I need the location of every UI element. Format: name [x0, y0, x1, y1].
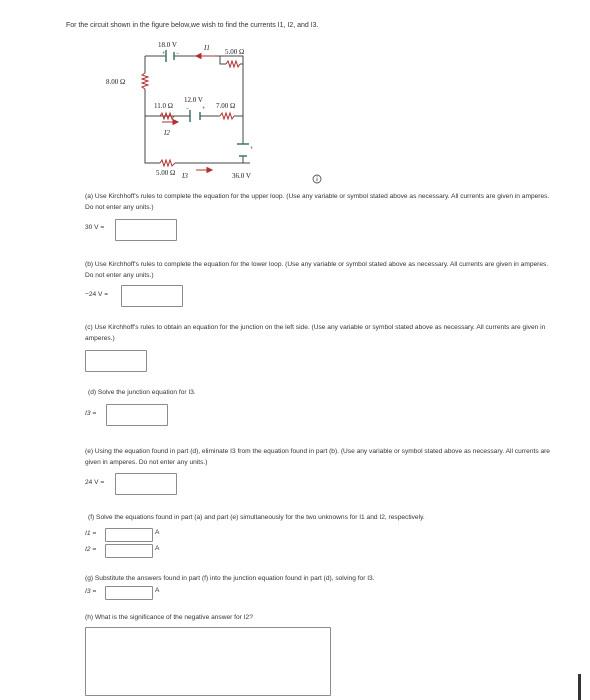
- battery-36v: [237, 144, 249, 156]
- resistor-5-top: [226, 61, 240, 67]
- part-b-input[interactable]: [121, 285, 183, 307]
- part-e-input[interactable]: [115, 473, 177, 495]
- part-f-i1-prefix: I1 =: [85, 530, 97, 537]
- part-g-text: (g) Substitute the answers found in part (f) into the junction equation found in part (d), solving for I3.: [85, 575, 375, 582]
- part-e-prefix: 24 V =: [85, 479, 105, 486]
- part-f-i1-input[interactable]: [105, 528, 153, 542]
- label-18v: 18.0 V: [158, 41, 177, 49]
- part-c-text: (c) Use Kirchhoff's rules to obtain an equation for the junction on the left side. (Use any variable or symbol stated above as necessary. All currents are given in amperes.): [85, 324, 546, 342]
- label-12v: 12.0 V: [184, 96, 203, 104]
- part-d-prefix: I3 =: [85, 410, 97, 417]
- label-i1: I1: [204, 44, 210, 52]
- resistor-5-bottom: [160, 160, 175, 166]
- label-r7: 7.00 Ω: [216, 102, 236, 110]
- label-r5-top: 5.00 Ω: [225, 48, 245, 56]
- label-36v: 36.0 V: [232, 172, 251, 180]
- part-d-input[interactable]: [106, 404, 168, 426]
- part-e-text: (e) Using the equation found in part (d), eliminate I3 from the equation found in part (b). (Use any variable or symbol stated above as necessary. All currents are given in amperes. Do not enter any units.): [85, 448, 550, 466]
- label-plus-36: +: [250, 146, 254, 152]
- label-i2: I2: [164, 129, 170, 137]
- part-d-text: (d) Solve the junction equation for I3.: [88, 389, 196, 396]
- part-a-text: (a) Use Kirchhoff's rules to complete the equation for the upper loop. (Use any variable or symbol stated above as necessary. All currents are given in amperes. Do not enter any units.): [85, 193, 550, 211]
- part-g-prefix: I3 =: [85, 588, 97, 595]
- part-h-text: (h) What is the significance of the negative answer for I2?: [85, 614, 253, 621]
- label-r5-bottom: 5.00 Ω: [156, 169, 176, 177]
- part-a-input[interactable]: [115, 219, 177, 241]
- part-f-i2-input[interactable]: [105, 544, 153, 558]
- part-f-i2-prefix: I2 =: [85, 546, 97, 553]
- part-c-input[interactable]: [85, 350, 147, 372]
- part-b-prefix: −24 V =: [85, 291, 109, 298]
- current-arrow-i2: [162, 120, 178, 125]
- info-icon[interactable]: [312, 174, 322, 184]
- part-a-prefix: 30 V =: [85, 224, 105, 231]
- part-g-unit: A: [155, 587, 160, 594]
- label-plus-12: +: [202, 106, 206, 112]
- scrollbar-indicator[interactable]: [578, 674, 581, 700]
- resistor-8: [142, 73, 148, 89]
- label-plus-18: +: [162, 51, 166, 57]
- resistor-7: [220, 113, 234, 119]
- label-minus-12: −: [186, 106, 190, 112]
- part-f-i2-unit: A: [155, 545, 160, 552]
- label-minus-18: −: [176, 51, 180, 57]
- part-b-text: (b) Use Kirchhoff's rules to complete the equation for the lower loop. (Use any variable or symbol stated above as necessary. All currents are given in amperes. Do not enter any units.): [85, 261, 549, 279]
- current-arrow-i1: [196, 54, 215, 59]
- battery-12v: [190, 110, 200, 122]
- label-i3: I3: [182, 172, 188, 180]
- problem-intro: For the circuit shown in the figure below,we wish to find the currents I1, I2, and I3.: [66, 22, 319, 29]
- label-r11: 11.0 Ω: [154, 102, 173, 110]
- part-f-i1-unit: A: [155, 529, 160, 536]
- current-arrow-i3: [196, 168, 212, 173]
- part-g-input[interactable]: [105, 586, 153, 600]
- part-h-textarea[interactable]: [85, 627, 331, 696]
- battery-18v: [166, 50, 174, 62]
- label-r8: 8.00 Ω: [106, 78, 126, 86]
- circuit-diagram: [100, 36, 290, 182]
- part-f-text: (f) Solve the equations found in part (a) and part (e) simultaneously for the two unknowns for I1 and I2, respectively.: [88, 514, 425, 521]
